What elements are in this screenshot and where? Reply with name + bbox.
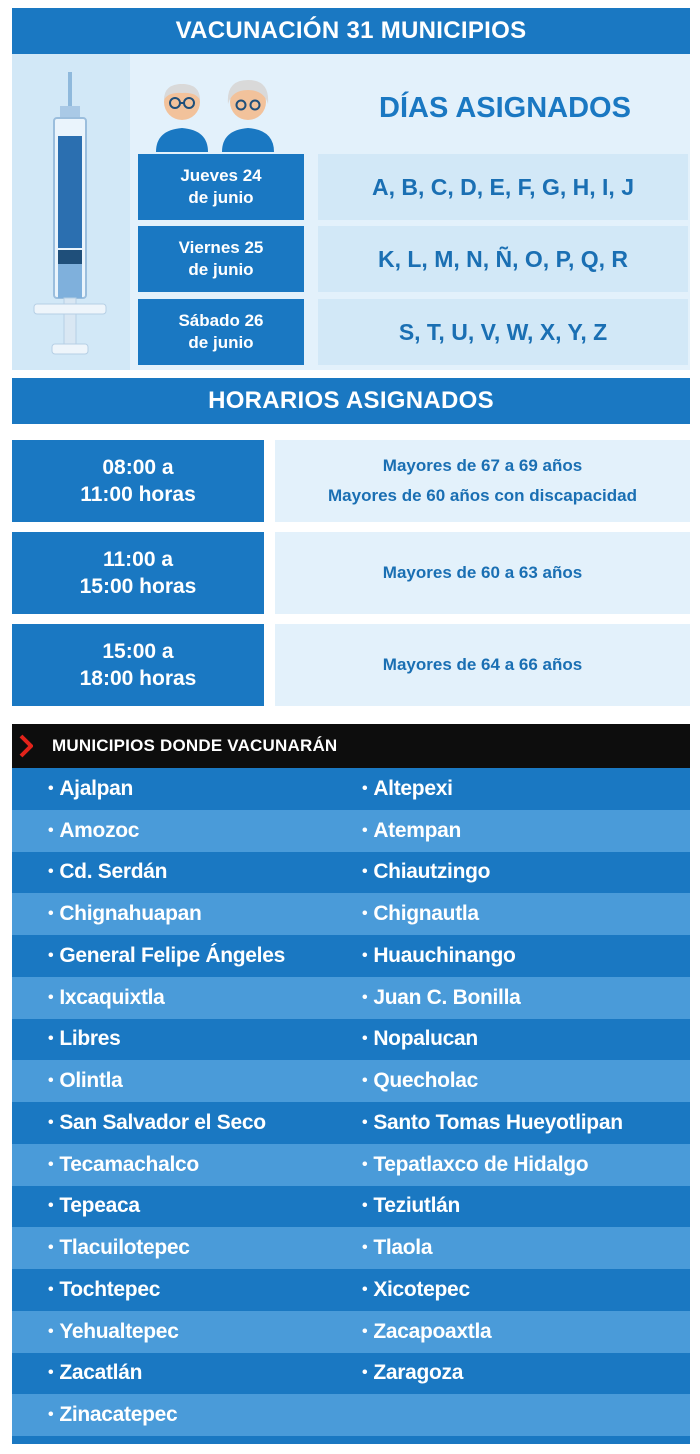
day-letters: S, T, U, V, W, X, Y, Z bbox=[318, 299, 688, 365]
municipality-label: Libres bbox=[59, 1027, 121, 1051]
municipality-name bbox=[362, 1019, 478, 1061]
schedule-line: Mayores de 64 a 66 años bbox=[382, 655, 583, 674]
elderly-couple-icons bbox=[150, 72, 280, 152]
day-letters: K, L, M, N, Ñ, O, P, Q, R bbox=[318, 226, 688, 292]
schedule-line: Mayores de 60 años con discapacidad bbox=[328, 486, 637, 505]
municipality-name bbox=[48, 852, 167, 894]
municipality-name bbox=[48, 1060, 123, 1102]
municipality-label: Nopalucan bbox=[373, 1027, 478, 1051]
municipality-name bbox=[362, 1227, 432, 1269]
list-item bbox=[12, 1144, 690, 1186]
municipality-label: San Salvador el Seco bbox=[59, 1110, 266, 1134]
schedules-banner bbox=[12, 378, 690, 424]
bullet: • bbox=[362, 1113, 368, 1131]
bullet: • bbox=[48, 1155, 54, 1173]
municipality-label: Ajalpan bbox=[59, 776, 134, 800]
municipality-label: Xicotepec bbox=[373, 1277, 470, 1301]
bullet: • bbox=[362, 988, 368, 1006]
bullet: • bbox=[48, 1322, 54, 1340]
bullet: • bbox=[362, 946, 368, 964]
bullet: • bbox=[48, 821, 54, 839]
municipality-name bbox=[362, 1144, 588, 1186]
municipality-name bbox=[48, 810, 139, 852]
list-item bbox=[12, 852, 690, 894]
elderly-man-icon bbox=[156, 84, 208, 152]
day-date: Sábado 26 de junio bbox=[138, 299, 304, 365]
bullet: • bbox=[362, 1280, 368, 1298]
municipality-name bbox=[362, 935, 516, 977]
syringe-icon bbox=[32, 72, 112, 362]
municipality-name bbox=[48, 1269, 160, 1311]
bullet: • bbox=[48, 863, 54, 881]
municipality-label: Quecholac bbox=[373, 1069, 478, 1093]
municipality-label: Tlacuilotepec bbox=[59, 1236, 190, 1260]
bullet: • bbox=[48, 905, 54, 923]
municipality-label: Santo Tomas Hueyotlipan bbox=[373, 1110, 623, 1134]
municipality-name bbox=[48, 1144, 199, 1186]
day-date: Jueves 24 de junio bbox=[138, 154, 304, 220]
municipality-label: Chignautla bbox=[373, 902, 479, 926]
bullet: • bbox=[48, 988, 54, 1006]
municipalities-title: MUNICIPIOS DONDE VACUNARÁN bbox=[52, 736, 338, 755]
municipality-label: Zinacatepec bbox=[59, 1403, 178, 1427]
list-item bbox=[12, 1102, 690, 1144]
municipality-name bbox=[362, 1353, 463, 1395]
schedule-description bbox=[275, 624, 690, 706]
syringe-panel bbox=[12, 54, 130, 370]
schedule-description bbox=[275, 440, 690, 522]
municipality-name bbox=[362, 1186, 460, 1228]
municipality-label: Tepatlaxco de Hidalgo bbox=[373, 1152, 589, 1176]
bullet: • bbox=[48, 779, 54, 797]
bullet: • bbox=[362, 1322, 368, 1340]
day-letters: A, B, C, D, E, F, G, H, I, J bbox=[318, 154, 688, 220]
municipality-name bbox=[362, 768, 453, 810]
days-title: DÍAS ASIGNADOS bbox=[379, 92, 631, 124]
municipality-name bbox=[48, 1019, 121, 1061]
schedule-row bbox=[12, 624, 690, 706]
municipality-name bbox=[48, 1311, 179, 1353]
day-date: Viernes 25 de junio bbox=[138, 226, 304, 292]
page-title: VACUNACIÓN 31 MUNICIPIOS bbox=[175, 17, 527, 44]
list-item bbox=[12, 1353, 690, 1395]
municipality-label: Huauchinango bbox=[373, 943, 516, 967]
municipality-label: Altepexi bbox=[373, 776, 453, 800]
list-item bbox=[12, 1019, 690, 1061]
municipality-name bbox=[48, 893, 202, 935]
schedule-row bbox=[12, 532, 690, 614]
bullet: • bbox=[48, 946, 54, 964]
municipality-name bbox=[48, 1102, 266, 1144]
municipality-name bbox=[48, 1227, 190, 1269]
municipality-label: Cd. Serdán bbox=[59, 860, 168, 884]
day-row bbox=[138, 226, 690, 292]
bullet: • bbox=[48, 1406, 54, 1424]
municipality-name bbox=[48, 1353, 142, 1395]
schedule-time: 11:00 a 15:00 horas bbox=[12, 532, 264, 614]
bullet: • bbox=[48, 1239, 54, 1257]
municipality-label: Zacapoaxtla bbox=[373, 1319, 492, 1343]
bullet: • bbox=[48, 1197, 54, 1215]
bullet: • bbox=[362, 1197, 368, 1215]
municipality-label: General Felipe Ángeles bbox=[59, 943, 285, 967]
bullet: • bbox=[362, 821, 368, 839]
municipality-name bbox=[362, 1102, 623, 1144]
day-row bbox=[138, 154, 690, 220]
municipality-name bbox=[362, 1060, 478, 1102]
municipality-name bbox=[362, 810, 461, 852]
municipality-name bbox=[362, 1311, 491, 1353]
municipality-label: Amozoc bbox=[59, 818, 140, 842]
bullet: • bbox=[362, 863, 368, 881]
municipality-label: Teziutlán bbox=[373, 1194, 461, 1218]
list-item bbox=[12, 1311, 690, 1353]
municipalities-list bbox=[12, 768, 690, 1444]
municipality-label: Chiautzingo bbox=[373, 860, 491, 884]
bullet: • bbox=[362, 1155, 368, 1173]
list-item bbox=[12, 1060, 690, 1102]
municipalities-header bbox=[12, 724, 690, 768]
bullet: • bbox=[362, 1239, 368, 1257]
municipality-label: Olintla bbox=[59, 1069, 123, 1093]
list-item bbox=[12, 1186, 690, 1228]
municipality-name bbox=[48, 768, 133, 810]
municipality-label: Tlaola bbox=[373, 1236, 433, 1260]
schedule-description bbox=[275, 532, 690, 614]
municipality-label: Ixcaquixtla bbox=[59, 985, 165, 1009]
schedule-line: Mayores de 60 a 63 años bbox=[382, 563, 583, 582]
schedule-time: 15:00 a 18:00 horas bbox=[12, 624, 264, 706]
list-item bbox=[12, 810, 690, 852]
bullet: • bbox=[362, 1072, 368, 1090]
schedule-line: Mayores de 67 a 69 años bbox=[382, 456, 583, 475]
municipality-name bbox=[362, 1269, 470, 1311]
municipality-name bbox=[48, 977, 165, 1019]
list-item bbox=[12, 1394, 690, 1436]
bullet: • bbox=[362, 905, 368, 923]
elderly-woman-icon bbox=[222, 80, 274, 152]
list-item bbox=[12, 935, 690, 977]
bullet: • bbox=[362, 1030, 368, 1048]
list-item bbox=[12, 977, 690, 1019]
municipality-name bbox=[362, 852, 490, 894]
municipality-name bbox=[48, 1186, 140, 1228]
municipality-label: Zaragoza bbox=[373, 1361, 464, 1385]
municipality-label: Tecamachalco bbox=[59, 1152, 199, 1176]
day-row bbox=[138, 299, 690, 365]
schedule-time: 08:00 a 11:00 horas bbox=[12, 440, 264, 522]
municipality-name bbox=[48, 1394, 177, 1436]
list-item bbox=[12, 1269, 690, 1311]
list-item bbox=[12, 768, 690, 810]
days-section bbox=[12, 54, 690, 370]
municipality-name bbox=[48, 935, 285, 977]
municipality-label: Atempan bbox=[373, 818, 462, 842]
municipality-name bbox=[362, 893, 479, 935]
list-item bbox=[12, 893, 690, 935]
bullet: • bbox=[362, 1364, 368, 1382]
municipality-label: Juan C. Bonilla bbox=[373, 985, 521, 1009]
bullet: • bbox=[362, 779, 368, 797]
municipality-label: Tochtepec bbox=[59, 1277, 161, 1301]
municipality-label: Zacatlán bbox=[59, 1361, 143, 1385]
bullet: • bbox=[48, 1072, 54, 1090]
bullet: • bbox=[48, 1113, 54, 1131]
municipality-label: Yehualtepec bbox=[59, 1319, 179, 1343]
bullet: • bbox=[48, 1030, 54, 1048]
schedules-title: HORARIOS ASIGNADOS bbox=[208, 387, 494, 414]
title-banner bbox=[12, 8, 690, 54]
bullet: • bbox=[48, 1364, 54, 1382]
chevron-right-icon bbox=[12, 724, 40, 768]
municipality-name bbox=[362, 977, 521, 1019]
list-item bbox=[12, 1227, 690, 1269]
municipality-label: Tepeaca bbox=[59, 1194, 140, 1218]
schedule-row bbox=[12, 440, 690, 522]
municipality-label: Chignahuapan bbox=[59, 902, 202, 926]
bullet: • bbox=[48, 1280, 54, 1298]
